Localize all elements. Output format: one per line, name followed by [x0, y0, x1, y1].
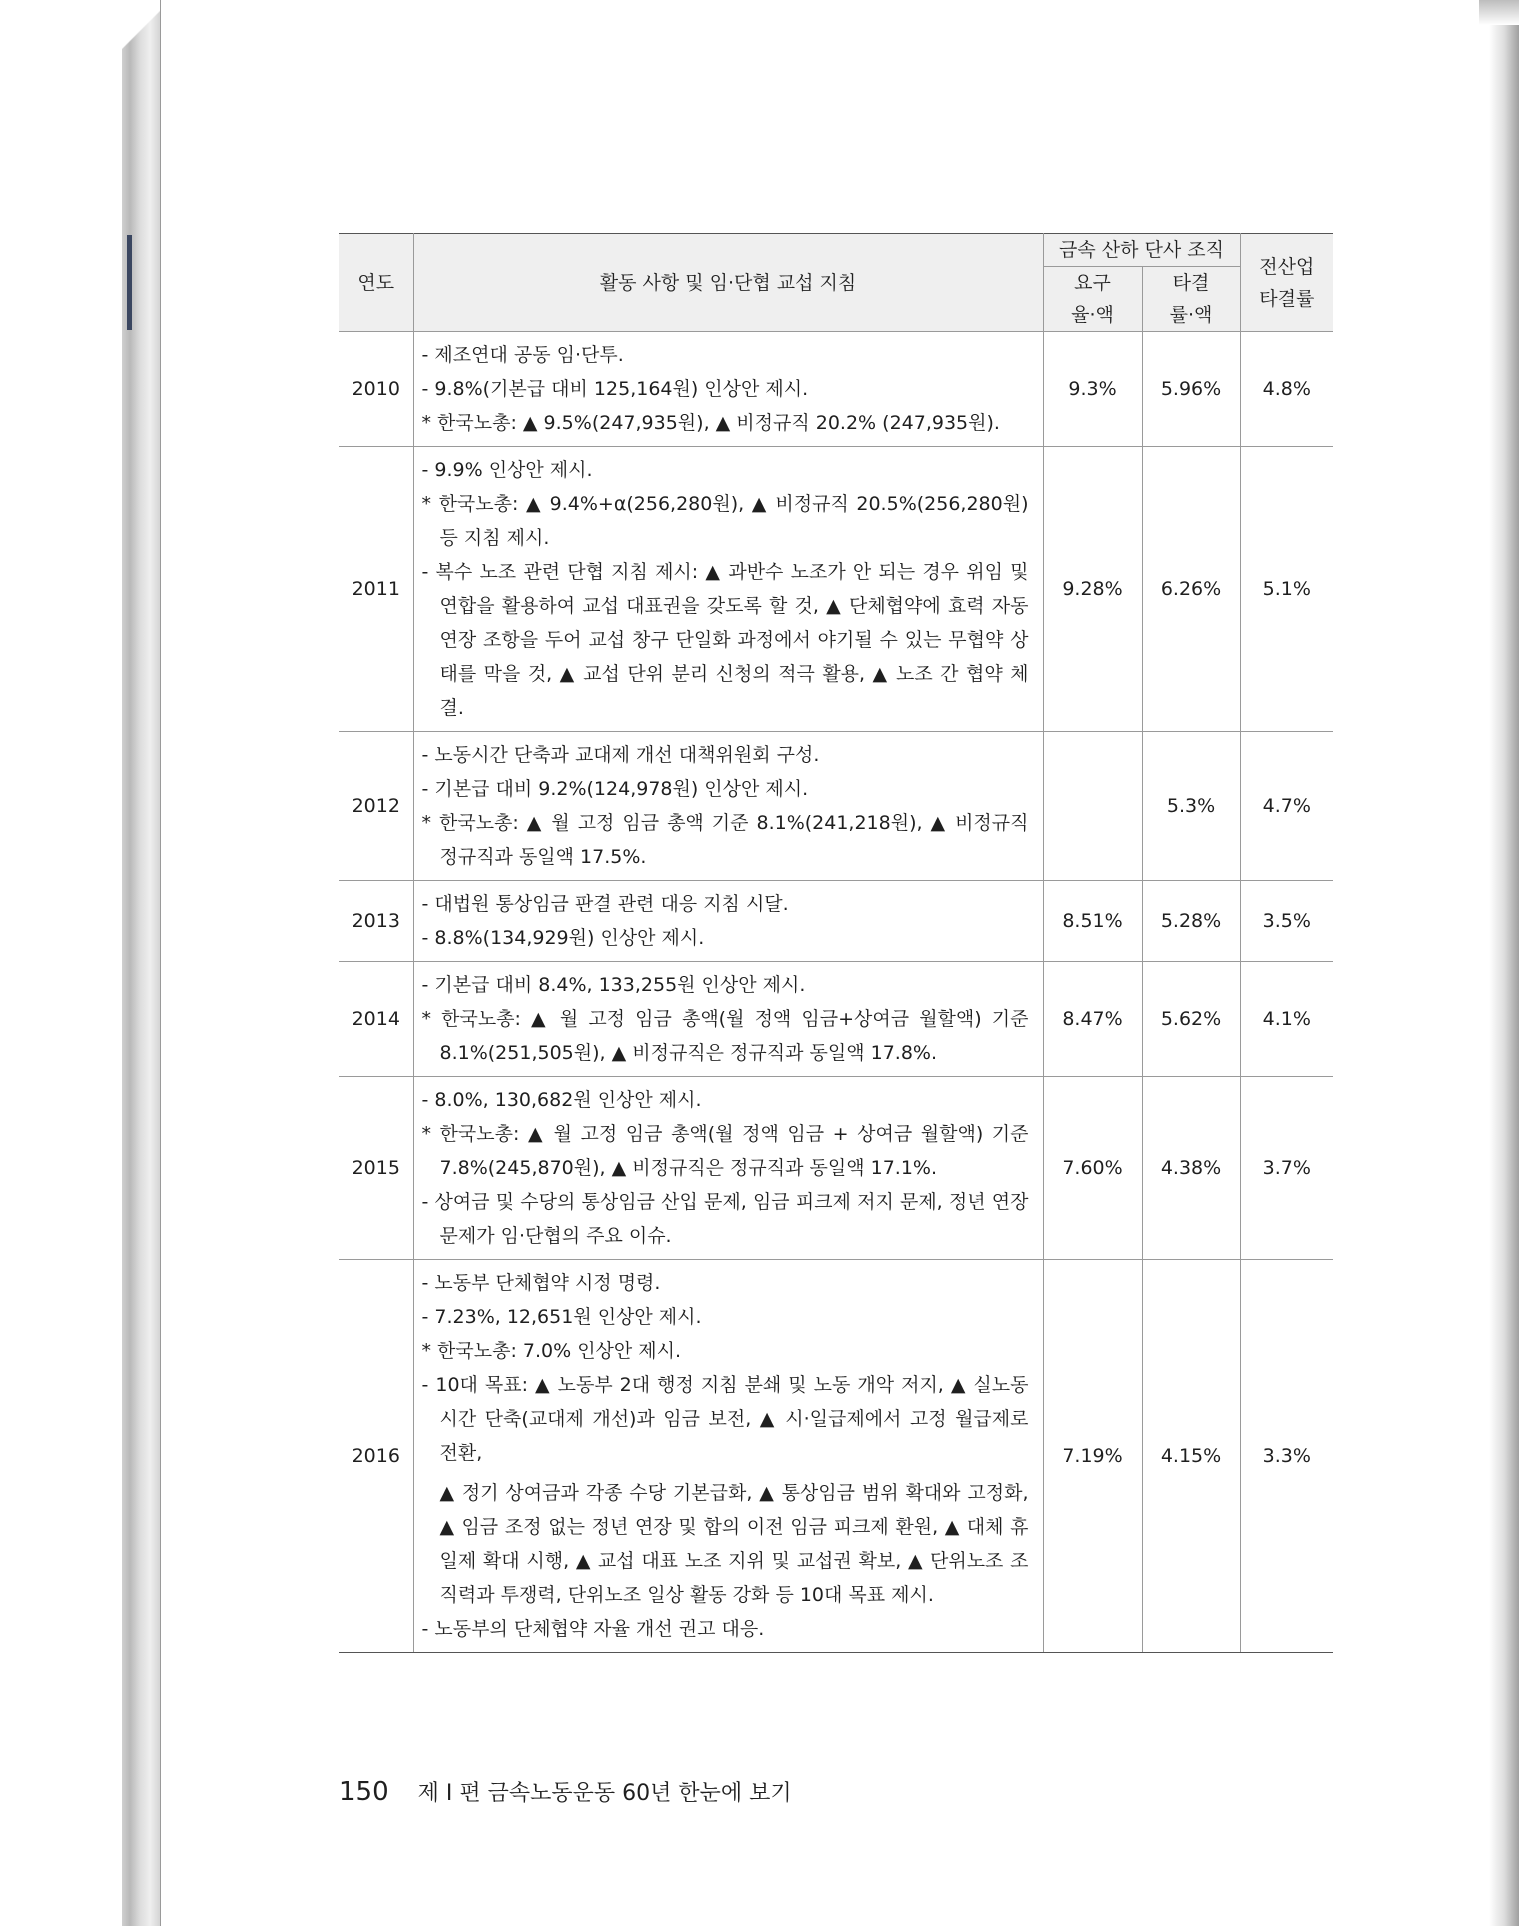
- settled-cell: 5.62%: [1142, 962, 1240, 1077]
- page-curl-shadow: [1489, 0, 1519, 1926]
- industry-cell: 3.7%: [1240, 1077, 1333, 1260]
- demand-cell: 7.60%: [1043, 1077, 1142, 1260]
- table-row: [339, 332, 1333, 447]
- demand-cell: 8.47%: [1043, 962, 1142, 1077]
- section-title: 제 I 편 금속노동운동 60년 한눈에 보기: [417, 1781, 792, 1806]
- page-corner: [122, 0, 162, 60]
- table-row: [339, 881, 1333, 962]
- activity-line: * 한국노총: 7.0% 인상안 제시.: [421, 1340, 682, 1362]
- activity-cell: [413, 732, 1043, 881]
- demand-cell: 7.19%: [1043, 1260, 1142, 1653]
- activity-line: * 한국노총: ▲ 9.4%+α(256,280원), ▲ 비정규직 20.5%(256,280원) 등 지침 제시.: [421, 493, 1029, 549]
- demand-cell: 9.3%: [1043, 332, 1142, 447]
- settled-cell: 4.15%: [1142, 1260, 1240, 1653]
- activity-line: - 노동부의 단체협약 자율 개선 권고 대응.: [421, 1618, 765, 1640]
- industry-cell: 4.1%: [1240, 962, 1333, 1077]
- industry-cell: 4.7%: [1240, 732, 1333, 881]
- page-footer: [339, 1776, 792, 1807]
- activity-line: * 한국노총: ▲ 9.5%(247,935원), ▲ 비정규직 20.2% (247,935원).: [421, 412, 1000, 434]
- activity-cell: [413, 962, 1043, 1077]
- bargaining-table: [339, 233, 1333, 1653]
- year-cell: 2013: [339, 881, 413, 962]
- activity-line: - 상여금 및 수당의 통상임금 산입 문제, 임금 피크제 저지 문제, 정년 연장 문제가 임·단협의 주요 이슈.: [421, 1191, 1029, 1247]
- activity-line: * 한국노총: ▲ 월 고정 임금 총액(월 정액 임금+상여금 월할액) 기준 8.1%(251,505원), ▲ 비정규직은 정규직과 동일액 17.8%.: [421, 1008, 1029, 1064]
- header-industry-rate: [1240, 234, 1333, 332]
- demand-cell: 8.51%: [1043, 881, 1142, 962]
- industry-cell: 5.1%: [1240, 447, 1333, 732]
- header-demand-text: 요구 율·액: [1071, 272, 1114, 326]
- activity-cell: [413, 332, 1043, 447]
- header-industry-text: 전산업 타결률: [1259, 255, 1315, 310]
- activity-line: - 기본급 대비 8.4%, 133,255원 인상안 제시.: [421, 974, 806, 996]
- page-corner-shadow: [1479, 0, 1519, 25]
- header-activity: 활동 사항 및 임·단협 교섭 지침: [413, 234, 1043, 332]
- activity-line: - 대법원 통상임금 판결 관련 대응 지침 시달.: [421, 893, 789, 915]
- activity-cell: [413, 1077, 1043, 1260]
- table-row: [339, 962, 1333, 1077]
- spine-ribbon: [127, 235, 132, 330]
- settled-cell: 5.3%: [1142, 732, 1240, 881]
- activity-line: - 복수 노조 관련 단협 지침 제시: ▲ 과반수 노조가 안 되는 경우 위임 및 연합을 활용하여 교섭 대표권을 갖도록 할 것, ▲ 단체협약에 효력 자동 연장 조항을 두어 교섭 창구 단일화 과정에서 야기될 수 있는 무협약 상태를 막을 것, ▲ 교섭 단위 분리 신청의 적극 활용, ▲ 노조 간 협약 체결.: [421, 561, 1029, 719]
- header-demand: [1043, 267, 1142, 332]
- book-page-edge: [122, 0, 162, 1926]
- activity-line: - 8.0%, 130,682원 인상안 제시.: [421, 1089, 702, 1111]
- industry-cell: 3.5%: [1240, 881, 1333, 962]
- activity-line: - 제조연대 공동 임·단투.: [421, 344, 624, 366]
- year-cell: 2014: [339, 962, 413, 1077]
- activity-line: * 한국노총: ▲ 월 고정 임금 총액 기준 8.1%(241,218원), ▲ 비정규직 정규직과 동일액 17.5%.: [421, 812, 1029, 868]
- table-row: [339, 732, 1333, 881]
- settled-cell: 6.26%: [1142, 447, 1240, 732]
- header-settled-text: 타결 률·액: [1169, 272, 1213, 326]
- activity-cell: [413, 881, 1043, 962]
- table-row: [339, 1260, 1333, 1653]
- activity-line: - 8.8%(134,929원) 인상안 제시.: [421, 927, 705, 949]
- activity-line: * 한국노총: ▲ 월 고정 임금 총액(월 정액 임금 + 상여금 월할액) 기준 7.8%(245,870원), ▲ 비정규직은 정규직과 동일액 17.1%.: [421, 1123, 1029, 1179]
- year-cell: 2015: [339, 1077, 413, 1260]
- year-cell: 2016: [339, 1260, 413, 1653]
- year-cell: 2011: [339, 447, 413, 732]
- year-cell: 2012: [339, 732, 413, 881]
- settled-cell: 5.28%: [1142, 881, 1240, 962]
- industry-cell: 4.8%: [1240, 332, 1333, 447]
- page-number: 150: [339, 1777, 389, 1807]
- activity-line: - 기본급 대비 9.2%(124,978원) 인상안 제시.: [421, 778, 809, 800]
- header-settled: [1142, 267, 1240, 332]
- activity-line: - 노동시간 단축과 교대제 개선 대책위원회 구성.: [421, 744, 820, 766]
- activity-line: - 10대 목표: ▲ 노동부 2대 행정 지침 분쇄 및 노동 개악 저지, ▲ 실노동시간 단축(교대제 개선)과 임금 보전, ▲ 시·일급제에서 고정 월급제로 전환,: [421, 1374, 1029, 1464]
- activity-continuation: ▲ 정기 상여금과 각종 수당 기본급화, ▲ 통상임금 범위 확대와 고정화, ▲ 임금 조정 없는 정년 연장 및 합의 이전 임금 피크제 환원, ▲ 대체 휴일제 확대 시행, ▲ 교섭 대표 노조 지위 및 교섭권 확보, ▲ 단위노조 조직력과 투쟁력, 단위노조 일상 활동 강화 등 10대 목표 제시.: [439, 1482, 1029, 1606]
- activity-cell: [413, 447, 1043, 732]
- table-row: [339, 447, 1333, 732]
- activity-cell: [413, 1260, 1043, 1653]
- year-cell: 2010: [339, 332, 413, 447]
- settled-cell: 4.38%: [1142, 1077, 1240, 1260]
- demand-cell: [1043, 732, 1142, 881]
- activity-line: - 9.9% 인상안 제시.: [421, 459, 593, 481]
- activity-line: - 9.8%(기본급 대비 125,164원) 인상안 제시.: [421, 378, 809, 400]
- settled-cell: 5.96%: [1142, 332, 1240, 447]
- table-row: [339, 1077, 1333, 1260]
- industry-cell: 3.3%: [1240, 1260, 1333, 1653]
- activity-line: - 노동부 단체협약 시정 명령.: [421, 1272, 661, 1294]
- header-year: 연도: [339, 234, 413, 332]
- demand-cell: 9.28%: [1043, 447, 1142, 732]
- activity-line: - 7.23%, 12,651원 인상안 제시.: [421, 1306, 702, 1328]
- header-metal-group: 금속 산하 단사 조직: [1043, 234, 1240, 267]
